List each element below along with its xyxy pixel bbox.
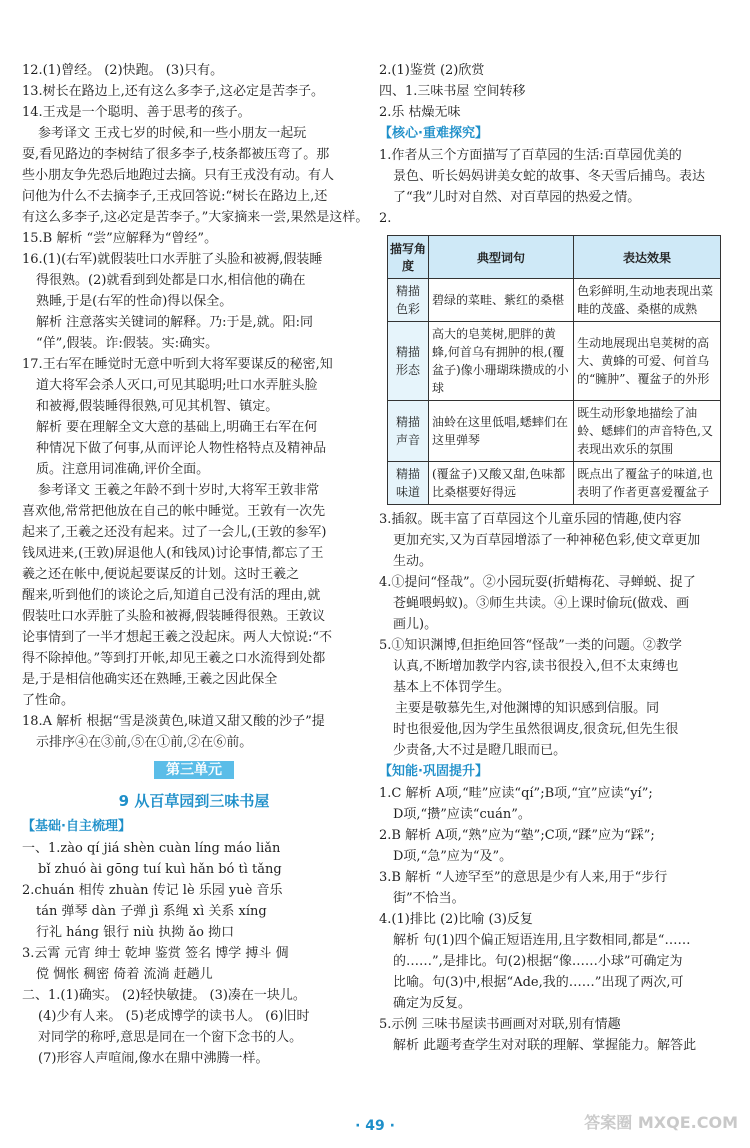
analysis-line: 解析 句(1)四个偏正短语连用,且字数相同,都是“…… <box>393 933 691 948</box>
polyphone-line: 2.chuán 相传 zhuàn 传记 lè 乐园 yuè 音乐 <box>22 883 283 898</box>
analysis-line: 比喻。句(3)中,根据“Ade,我的……”出现了两次,可 <box>393 975 684 990</box>
meaning-line: (7)形容人声喧闹,像水在鼎中沸腾一样。 <box>38 1051 269 1066</box>
table-row <box>388 279 721 322</box>
exercise-answer-5: 5.示例 三味书屋读书画画对对联,别有情趣 <box>379 1017 621 1032</box>
table-row <box>388 462 721 505</box>
words-line: 傥 惆怅 稠密 倚着 流淌 赶趟儿 <box>36 967 213 982</box>
core-answer-3: 3.插叙。既丰富了百草园这个儿童乐园的情趣,使内容 <box>379 512 682 527</box>
core-answer-5-line: 主要是敬慕先生,对他渊博的知识感到信服。同 <box>395 701 660 716</box>
watermark: 答案圈 MXQE.COM <box>584 1113 738 1132</box>
meaning-line: (4)少有人来。 (5)老成博学的读书人。 (6)旧时 <box>38 1009 310 1024</box>
meaning-line: 对同学的称呼,意思是同在一个窗下念书的人。 <box>38 1030 303 1045</box>
translation-line: 起来了,王羲之还没有起来。过了一会儿,(王敦的参军) <box>22 525 327 540</box>
table-row <box>388 322 721 401</box>
core-answer-5-line: 认真,不断增加教学内容,读书很投入,但不太束缚也 <box>393 659 679 674</box>
core-answer-4-line: 画儿)。 <box>393 617 438 632</box>
core-answer-1: 1.作者从三个方面描写了百草园的生活:百草园优美的 <box>379 148 682 163</box>
core-answer-5-line: 少责备,大不过是瞪几眼而已。 <box>393 743 567 758</box>
translation-line: 得不除掉他。”等到打开帐,却见王羲之口水流得到处都 <box>22 651 326 666</box>
lesson-title: 9 从百草园到三味书屋 <box>118 792 270 810</box>
exercise-answer-1: 1.C 解析 A项,“畦”应读“qí”;B项,“宜”应读“yí”; <box>379 786 653 801</box>
table-row <box>388 401 721 462</box>
table-cell-effect: 生动地展现出皂荚树的高大、黄蜂的可爱、何首乌的“臃肿”、覆盆子的外形 <box>574 322 721 401</box>
page-number: · 49 · <box>355 1118 395 1134</box>
answer-16-line: 熟睡,于是(右军的性命)得以保全。 <box>36 294 233 309</box>
pinyin-line: bǐ zhuó ài gōng tuí kuì hǎn bó tì tǎng <box>38 862 282 877</box>
unit-heading: 第三单元 <box>22 759 366 782</box>
answer-18-line: 示排序④在③前,⑤在①前,②在⑥前。 <box>36 735 253 750</box>
core-answer-2: 2. <box>379 211 392 226</box>
table-cell-aspect: 精描味道 <box>388 462 429 505</box>
answer-15: 15.B 解析 “尝”应解释为“曾经”。 <box>22 231 218 246</box>
table-cell-aspect: 精描色彩 <box>388 279 429 322</box>
translation-line: 论事情到了一半才想起王羲之没起床。两人大惊说:“不 <box>22 630 333 645</box>
polyphone-line: 行礼 háng 银行 niù 执拗 ǎo 拗口 <box>36 925 235 940</box>
analysis-line: 质。注意用词准确,评价全面。 <box>36 462 210 477</box>
answer-14: 14.王戎是一个聪明、善于思考的孩子。 <box>22 105 251 120</box>
translation-line: 钱凤进来,(王敦)屏退他人(和钱凤)讨论事情,都忘了王 <box>22 546 324 561</box>
table-cell-aspect: 精描形态 <box>388 322 429 401</box>
analysis-line: 解析 此题考查学生对对联的理解、掌握能力。解答此 <box>393 1038 697 1053</box>
core-answer-1-line: 景色、听长妈妈讲美女蛇的故事、冬天雪后捕鸟。表达 <box>393 169 706 184</box>
exercise-answer-3-line: 街”不恰当。 <box>393 891 465 906</box>
core-answer-5-line: 基本上不体罚学生。 <box>393 680 511 695</box>
translation-line: 是,于是相信他确实还在熟睡,王羲之因此保全 <box>22 672 278 687</box>
table-cell-effect: 既点出了覆盆子的味道,也表明了作者更喜爱覆盆子 <box>574 462 721 505</box>
table-cell-effect: 色彩鲜明,生动地表现出菜畦的茂盛、桑椹的成熟 <box>574 279 721 322</box>
table-header-row <box>388 236 721 279</box>
answer-2: 2.(1)鉴赏 (2)欣赏 <box>379 63 485 78</box>
meaning-line: 二、1.(1)确实。 (2)轻快敏捷。 (3)凑在一块儿。 <box>22 988 306 1003</box>
table-cell-phrase: (覆盆子)又酸又甜,色味都比桑椹要好得远 <box>429 462 574 505</box>
core-answer-3-line: 生动。 <box>393 554 433 569</box>
answer-17: 17.王右军在睡觉时无意中听到大将军要谋反的秘密,知 <box>22 357 333 372</box>
table-header: 表达效果 <box>574 236 721 279</box>
table-header: 典型词句 <box>429 236 574 279</box>
translation-line: 假装吐口水弄脏了头脸和被褥,假装睡得很熟。王敦议 <box>22 609 326 624</box>
exercise-answer-3: 3.B 解析 “人迹罕至”的意思是少有人来,用于“步行 <box>379 870 668 885</box>
translation-line: 问他为什么不去摘李子,王戎回答说:“树长在路边上,还 <box>22 189 328 204</box>
translation-line: 喜欢他,常常把他放在自己的帐中睡觉。王敦有一次先 <box>22 504 326 519</box>
answer-12: 12.(1)曾经。 (2)快跑。 (3)只有。 <box>22 63 224 78</box>
translation-line: 参考译文 王戎七岁的时候,和一些小朋友一起玩 <box>38 126 307 141</box>
core-answer-1-line: 了“我”儿时对自然、对百草园的热爱之情。 <box>393 190 641 205</box>
table-cell-effect: 既生动形象地描绘了油蛉、蟋蟀们的声音特色,又表现出欢乐的氛围 <box>574 401 721 462</box>
left-column <box>22 60 369 1069</box>
table-cell-phrase: 碧绿的菜畦、紫红的桑椹 <box>429 279 574 322</box>
section-basics: 【基础·自主梳理】 <box>22 819 131 834</box>
translation-line: 耍,看见路边的李树结了很多李子,枝条都被压弯了。那 <box>22 147 330 162</box>
answer-4-2: 2.乐 枯燥无味 <box>379 105 461 120</box>
analysis-line: 确定为反复。 <box>393 996 472 1011</box>
section-consolidate: 【知能·巩固提升】 <box>379 764 488 779</box>
translation-line: 了性命。 <box>22 693 75 708</box>
description-table <box>387 235 721 505</box>
translation-line: 醒来,听到他们的谈论之后,知道自己没有活的理由,就 <box>22 588 321 603</box>
pinyin-line: 一、1.zào qí jiá shèn cuàn líng máo liǎn <box>22 841 281 856</box>
exercise-answer-2-line: D项,“急”应为“及”。 <box>393 849 513 864</box>
analysis-line: 解析 注意落实关键词的解释。乃:于是,就。阳:同 <box>36 315 314 330</box>
answer-17-line: 和被褥,假装睡得很熟,可见其机智、镇定。 <box>36 399 279 414</box>
core-answer-4: 4.①提问“怪哉”。②小园玩耍(折蜡梅花、寻蝉蜕、捉了 <box>379 575 696 590</box>
exercise-answer-1-line: D项,“攒”应读“cuán”。 <box>393 807 531 822</box>
answer-17-line: 道大将军会杀人灭口,可见其聪明;吐口水弄脏头脸 <box>36 378 318 393</box>
table-cell-phrase: 油蛉在这里低唱,蟋蟀们在这里弹琴 <box>429 401 574 462</box>
words-line: 3.云霄 元宵 绅士 乾坤 鉴赏 签名 博学 搏斗 倜 <box>22 946 289 961</box>
core-answer-4-line: 苍蝇喂蚂蚁)。③师生共读。④上课时偷玩(做戏、画 <box>393 596 690 611</box>
answer-13: 13.树长在路边上,还有这么多李子,这必定是苦李子。 <box>22 84 324 99</box>
polyphone-line: tán 弹琴 dàn 子弹 jì 系绳 xì 关系 xíng <box>36 904 267 919</box>
answer-16-line: 得很熟。(2)就看到到处都是口水,相信他的确在 <box>36 273 306 288</box>
analysis-line: “佯”,假装。诈:假装。实:确实。 <box>36 336 219 351</box>
answer-18: 18.A 解析 根据“雪是淡黄色,味道又甜又酸的沙子”提 <box>22 714 325 729</box>
section-core: 【核心·重难探究】 <box>379 126 488 141</box>
answer-4-1: 四、1.三味书屋 空间转移 <box>379 84 526 99</box>
exercise-answer-4: 4.(1)排比 (2)比喻 (3)反复 <box>379 912 533 927</box>
analysis-line: 解析 要在理解全文大意的基础上,明确王右军在何 <box>36 420 318 435</box>
translation-line: 羲之还在帐中,便说起要谋反的计划。这时王羲之 <box>22 567 300 582</box>
exercise-answer-2: 2.B 解析 A项,“熟”应为“塾”;C项,“蹂”应为“踩”; <box>379 828 655 843</box>
analysis-line: 的……”,是排比。句(2)根据“像……小球”可确定为 <box>393 954 683 969</box>
translation-line: 有这么多李子,这必定是苦李子。”大家摘来一尝,果然是这样。 <box>22 210 369 225</box>
table-cell-phrase: 高大的皂荚树,肥胖的黄蜂,何首乌有拥肿的根,(覆盆子)像小珊瑚珠攒成的小球 <box>429 322 574 401</box>
answer-16: 16.(1)(右军)就假装吐口水弄脏了头脸和被褥,假装睡 <box>22 252 323 267</box>
core-answer-3-line: 更加充实,又为百草园增添了一种神秘色彩,使文章更加 <box>393 533 701 548</box>
translation-line: 参考译文 王羲之年龄不到十岁时,大将军王敦非常 <box>38 483 320 498</box>
analysis-line: 种情况下做了何事,从而评论人物性格特点及精神品 <box>36 441 327 456</box>
right-column <box>379 60 729 1056</box>
translation-line: 些小朋友争先恐后地跑过去摘。只有王戎没有动。有人 <box>22 168 335 183</box>
core-answer-5-line: 时也很爱他,因为学生虽然很调皮,很贪玩,但先生很 <box>393 722 679 737</box>
table-cell-aspect: 精描声音 <box>388 401 429 462</box>
core-answer-5: 5.①知识渊博,但拒绝回答“怪哉”一类的问题。②教学 <box>379 638 682 653</box>
table-header: 描写角度 <box>388 236 429 279</box>
